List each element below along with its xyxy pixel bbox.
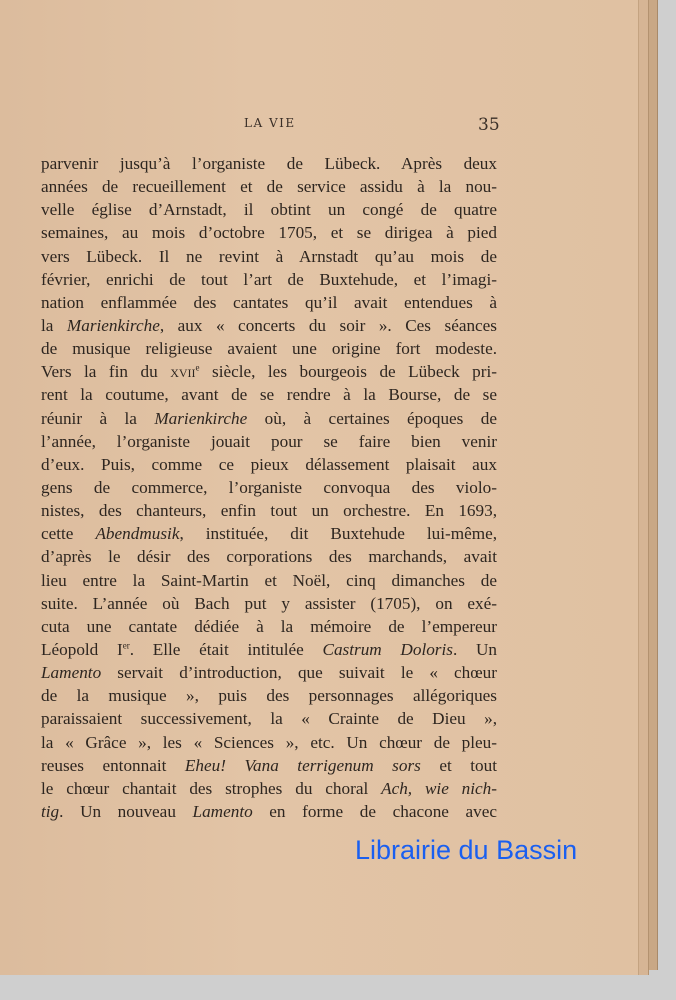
italic-text: Marienkirche	[66, 315, 160, 335]
watermark: Librairie du Bassin	[355, 835, 578, 865]
text-segment: cette	[41, 524, 96, 544]
text-segment: velle église d’Arnstadt, il obtint un congé de quatre	[41, 200, 497, 220]
italic-text: Eheu! Vana terrigenum sors	[184, 755, 421, 775]
text-segment: parvenir jusqu’à l’organiste de Lübeck. Après deux	[41, 154, 497, 173]
italic-text: Lamento	[41, 663, 102, 683]
text-line	[41, 291, 497, 314]
text-segment: de la musique », puis des personnages allégoriques	[41, 686, 497, 706]
text-line	[41, 569, 497, 592]
text-line	[41, 661, 497, 684]
text-segment: Vers la fin du	[41, 362, 171, 382]
text-line	[41, 430, 497, 453]
text-line	[41, 360, 497, 383]
text-segment: siècle, les bourgeois de Lübeck pri-	[199, 362, 497, 382]
text-line	[41, 453, 497, 476]
text-line	[41, 221, 497, 244]
text-segment: . Un nouveau	[59, 801, 193, 821]
text-segment: de musique religieuse avaient une origine fort modeste.	[41, 339, 497, 359]
running-title: LA VIE	[244, 116, 296, 130]
text-segment: réunir à la	[41, 408, 155, 428]
text-segment: où, à certaines époques de	[247, 408, 497, 428]
text-segment: Léopold I	[41, 639, 123, 659]
italic-text: tig	[41, 801, 60, 821]
text-line	[41, 800, 497, 823]
text-line	[41, 314, 497, 337]
text-segment: nistes, des chanteurs, enfin tout un orchestre. En 1693,	[41, 501, 497, 521]
text-segment: années de recueillement et de service assidu à la nou-	[41, 177, 497, 197]
text-segment: et tout	[420, 755, 497, 775]
text-line	[41, 476, 497, 499]
text-segment: le chœur chantait des strophes du choral	[41, 778, 382, 798]
text-line	[41, 499, 497, 522]
page-header	[0, 116, 638, 136]
text-line	[41, 592, 497, 615]
page-number: 35	[478, 115, 500, 135]
text-segment: nation enflammée des cantates qu’il avait entendues à	[41, 292, 497, 312]
text-segment: er	[122, 640, 130, 651]
body-text	[41, 152, 497, 823]
text-line	[41, 684, 497, 707]
text-segment: servait d’introduction, que suivait le « chœur	[101, 663, 497, 683]
text-segment: la	[41, 315, 67, 335]
text-segment: février, enrichi de tout l’art de Buxtehude, et l’imagi-	[41, 269, 497, 289]
italic-text: Marienkirche	[154, 408, 248, 428]
text-line	[41, 337, 497, 360]
text-line	[41, 522, 497, 545]
text-segment: gens de commerce, l’organiste convoqua des violo-	[41, 477, 497, 497]
text-line	[41, 175, 497, 198]
italic-text: Castrum Doloris	[322, 639, 453, 659]
text-segment: suite. L’année où Bach put y assister (1705), on exé-	[41, 593, 497, 613]
text-segment: d’après le désir des corporations des marchands, avait	[41, 547, 497, 567]
text-segment: . Un	[452, 639, 497, 659]
text-line	[41, 777, 497, 800]
text-line	[41, 383, 497, 406]
text-segment: reuses entonnait	[41, 755, 185, 775]
text-line	[41, 198, 497, 221]
text-line	[41, 615, 497, 638]
text-line	[41, 754, 497, 777]
text-line	[41, 707, 497, 730]
text-line	[41, 545, 497, 568]
text-segment: paraissaient successivement, la « Crainte de Dieu »,	[41, 709, 497, 729]
text-segment: semaines, au mois d’octobre 1705, et se dirigea à pied	[41, 223, 497, 243]
text-line	[41, 268, 497, 291]
italic-text: Ach, wie nich-	[381, 778, 497, 798]
text-line	[41, 407, 497, 430]
text-segment: . Elle était intitulée	[129, 639, 323, 659]
text-segment: lieu entre la Saint-Martin et Noël, cinq dimanches de	[41, 570, 497, 590]
text-segment: la « Grâce », les « Sciences », etc. Un chœur de pleu-	[41, 732, 497, 752]
text-segment: rent la coutume, avant de se rendre à la Bourse, de se	[41, 385, 497, 405]
italic-text: Lamento	[192, 801, 253, 821]
text-segment: en forme de chacone avec	[252, 801, 498, 821]
text-segment: cuta une cantate dédiée à la mémoire de l’empereur	[41, 616, 497, 636]
text-segment: e	[195, 362, 200, 373]
text-segment: vers Lübeck. Il ne revint à Arnstadt qu’au mois de	[41, 246, 497, 266]
italic-text: Abendmusik	[95, 524, 180, 544]
text-line	[41, 638, 497, 661]
text-line	[41, 152, 497, 175]
text-segment: , aux « concerts du soir ». Ces séances	[159, 315, 497, 335]
text-line	[41, 731, 497, 754]
text-segment: xvii	[170, 362, 196, 382]
text-segment: l’année, l’organiste jouait pour se faire bien venir	[41, 431, 497, 451]
text-segment: , instituée, dit Buxtehude lui-même,	[179, 524, 498, 544]
text-segment: d’eux. Puis, comme ce pieux délassement plaisait aux	[41, 454, 497, 474]
text-line	[41, 245, 497, 268]
